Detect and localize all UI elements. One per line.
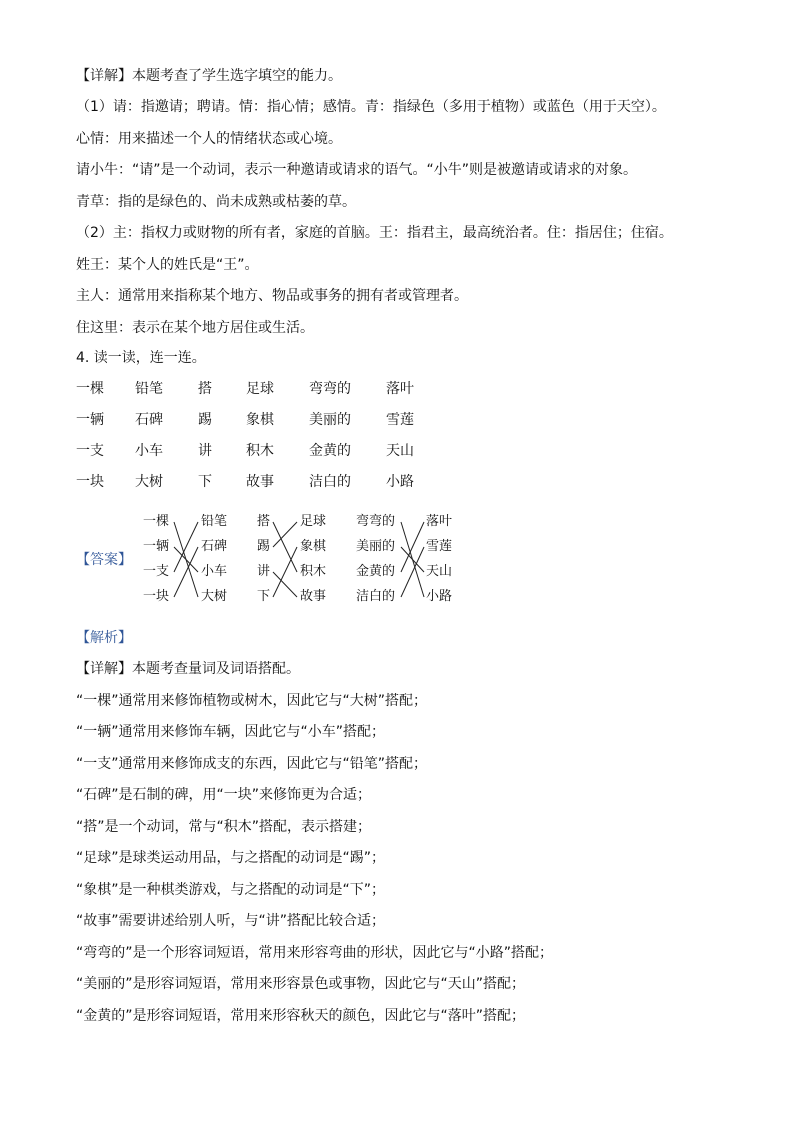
text-line: 姓王：某个人的姓氏是“王”。 <box>76 257 259 273</box>
text-line: 请小牛：“请”是一个动词，表示一种邀请或请求的语气。“小牛”则是被邀请或请求的对象。 <box>76 162 638 178</box>
answer-matching-diagram <box>140 508 470 608</box>
analysis-label: 【解析】 <box>76 630 132 646</box>
diagram-right-word: 小路 <box>426 589 453 604</box>
grid-word: 一块 <box>76 474 104 490</box>
diagram-right-word: 铅笔 <box>201 514 228 529</box>
diagram-right-word: 小车 <box>201 564 228 579</box>
diagram-left-word: 一辆 <box>143 539 170 554</box>
diagram-left-word: 弯弯的 <box>356 514 396 529</box>
grid-word: 金黄的 <box>309 443 351 459</box>
grid-word: 大树 <box>135 474 163 490</box>
match-line <box>273 547 297 597</box>
text-line: “故事”需要讲述给别人听，与“讲”搭配比较合适； <box>76 913 386 929</box>
grid-word: 一棵 <box>76 381 104 397</box>
text-line: “象棋”是一种棋类游戏，与之搭配的动词是“下”； <box>76 882 386 898</box>
match-line <box>174 522 198 572</box>
match-line <box>273 522 297 547</box>
grid-word: 踢 <box>198 412 212 428</box>
diagram-right-word: 故事 <box>300 589 327 604</box>
diagram-left-word: 一支 <box>143 564 170 579</box>
grid-word: 石碑 <box>135 412 163 428</box>
diagram-left-word: 金黄的 <box>356 564 396 579</box>
grid-word: 搭 <box>198 381 212 397</box>
text-line: （1）请：指邀请；聘请。情：指心情；感情。青：指绿色（多用于植物）或蓝色（用于天空）。 <box>76 99 666 115</box>
diagram-right-word: 石碑 <box>201 539 228 554</box>
diagram-right-word: 象棋 <box>300 539 327 554</box>
diagram-left-word: 一块 <box>143 589 170 604</box>
text-line: 心情：用来描述一个人的情绪状态或心境。 <box>76 131 342 147</box>
diagram-right-word: 足球 <box>300 514 327 529</box>
text-line: “一辆”通常用来修饰车辆，因此它与“小车”搭配； <box>76 724 386 740</box>
grid-word: 积木 <box>246 443 274 459</box>
text-line: （2）主：指权力或财物的所有者，家庭的首脑。王：指君主，最高统治者。住：指居住；住宿。 <box>76 225 673 241</box>
grid-word: 洁白的 <box>309 474 351 490</box>
match-line <box>174 547 198 597</box>
diagram-right-word: 积木 <box>300 564 327 579</box>
grid-word: 下 <box>198 474 212 490</box>
text-line: “弯弯的”是一个形容词短语，常用来形容弯曲的形状，因此它与“小路”搭配； <box>76 945 554 961</box>
grid-word: 雪莲 <box>386 412 414 428</box>
diagram-right-word: 大树 <box>201 589 228 604</box>
grid-word: 足球 <box>246 381 274 397</box>
text-line: 4. 读一读，连一连。 <box>76 350 206 366</box>
diagram-left-word: 美丽的 <box>356 539 396 554</box>
text-line: 住这里：表示在某个地方居住或生活。 <box>76 320 314 336</box>
text-line: “一支”通常用来修饰成支的东西，因此它与“铅笔”搭配； <box>76 756 428 772</box>
match-line <box>273 522 297 572</box>
diagram-right-word: 天山 <box>426 564 453 579</box>
diagram-left-word: 洁白的 <box>356 589 396 604</box>
text-line: 【详解】本题考查量词及词语搭配。 <box>76 661 300 677</box>
text-line: “足球”是球类运动用品，与之搭配的动词是“踢”； <box>76 850 386 866</box>
match-line <box>401 547 424 572</box>
grid-word: 讲 <box>198 443 212 459</box>
match-line <box>401 522 424 572</box>
match-line <box>401 547 424 597</box>
text-line: 【详解】本题考查了学生选字填空的能力。 <box>76 68 342 84</box>
text-line: 主人：通常用来指称某个地方、物品或事务的拥有者或管理者。 <box>76 288 468 304</box>
diagram-left-word: 下 <box>257 589 271 604</box>
match-line <box>273 572 297 597</box>
diagram-left-word: 一棵 <box>143 514 170 529</box>
grid-word: 落叶 <box>386 381 414 397</box>
grid-word: 铅笔 <box>135 381 163 397</box>
diagram-left-word: 讲 <box>257 564 271 579</box>
grid-word: 小车 <box>135 443 163 459</box>
grid-word: 小路 <box>386 474 414 490</box>
answer-label: 【答案】 <box>76 552 132 568</box>
diagram-right-word: 雪莲 <box>426 539 453 554</box>
text-line: “金黄的”是形容词短语，常用来形容秋天的颜色，因此它与“落叶”搭配； <box>76 1008 526 1024</box>
text-line: “一棵”通常用来修饰植物或树木，因此它与“大树”搭配； <box>76 693 428 709</box>
text-line: “石碑”是石制的碑，用“一块”来修饰更为合适； <box>76 787 372 803</box>
grid-word: 一支 <box>76 443 104 459</box>
diagram-left-word: 踢 <box>257 539 271 554</box>
grid-word: 天山 <box>386 443 414 459</box>
diagram-left-word: 搭 <box>257 514 271 529</box>
grid-word: 弯弯的 <box>309 381 351 397</box>
grid-word: 美丽的 <box>309 412 351 428</box>
grid-word: 象棋 <box>246 412 274 428</box>
grid-word: 故事 <box>246 474 274 490</box>
text-line: 青草：指的是绿色的、尚未成熟或枯萎的草。 <box>76 194 356 210</box>
diagram-right-word: 落叶 <box>426 514 453 529</box>
text-line: “搭”是一个动词，常与“积木”搭配，表示搭建； <box>76 819 372 835</box>
grid-word: 一辆 <box>76 412 104 428</box>
text-line: “美丽的”是形容词短语，常用来形容景色或事物，因此它与“天山”搭配； <box>76 976 526 992</box>
match-line <box>174 547 198 572</box>
